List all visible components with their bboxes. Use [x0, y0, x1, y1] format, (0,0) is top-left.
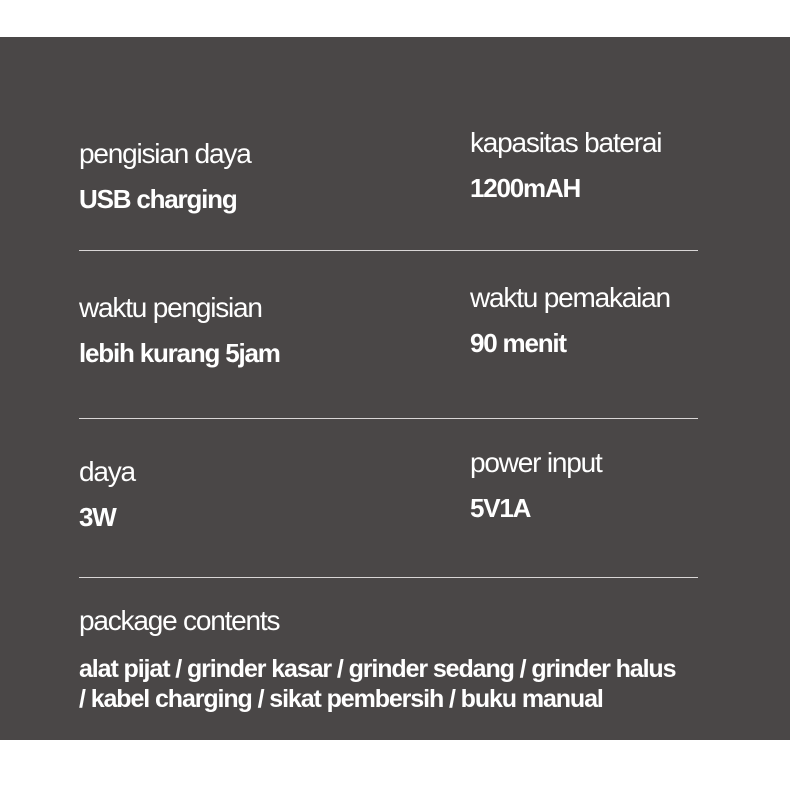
spec-label: daya [79, 456, 135, 487]
spec-usage-time [470, 281, 670, 359]
spec-battery-capacity [470, 126, 661, 204]
package-list-line: alat pijat / grinder kasar / grinder sedang / grinder halus [79, 655, 676, 683]
divider [79, 577, 698, 578]
spec-charging-time [79, 291, 280, 369]
spec-label: kapasitas baterai [470, 127, 662, 158]
spec-power-input [470, 446, 602, 524]
spec-label: power input [470, 447, 602, 478]
spec-value: 90 menit [470, 328, 566, 358]
divider [79, 418, 698, 419]
spec-label: waktu pengisian [79, 292, 262, 323]
spec-label: pengisian daya [79, 138, 251, 169]
spec-value: lebih kurang 5jam [79, 338, 280, 368]
spec-power [79, 455, 135, 533]
package-contents [79, 604, 759, 714]
spec-value: 1200mAH [470, 173, 581, 203]
spec-label: waktu pemakaian [470, 282, 670, 313]
spec-value: 5V1A [470, 493, 531, 523]
package-label: package contents [79, 605, 280, 636]
divider [79, 250, 698, 251]
spec-value: USB charging [79, 184, 237, 214]
spec-value: 3W [79, 502, 116, 532]
package-list-line: / kabel charging / sikat pembersih / buku manual [79, 685, 603, 713]
package-list [79, 654, 759, 714]
spec-charging [79, 137, 251, 215]
